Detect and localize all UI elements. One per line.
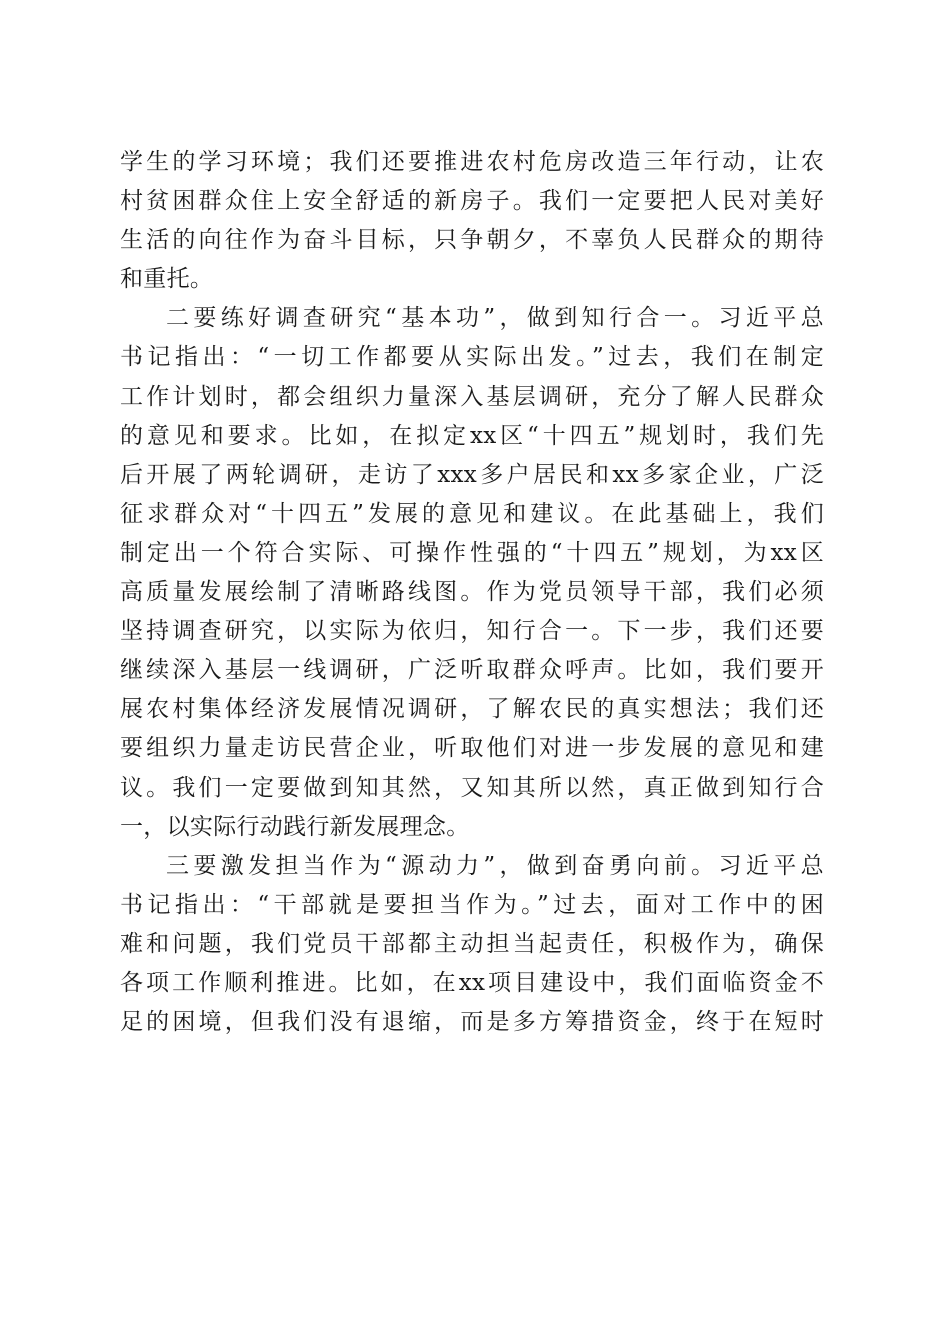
text-line: 三要激发担当作为“源动力”，做到奋勇向前。习近平总 [166,852,824,879]
text-line: 生活的向往作为奋斗目标，只争朝夕，不辜负人民群众的期待 [120,227,824,254]
text-line: 各项工作顺利推进。比如，在xx项目建设中，我们面临资金不 [120,969,824,996]
paragraph [120,143,824,299]
text-line: 学生的学习环境；我们还要推进农村危房改造三年行动，让农 [120,149,824,175]
text-line: 足的困境，但我们没有退缩，而是多方筹措资金，终于在短时 [120,1009,824,1036]
text-line: 一，以实际行动践行新发展理念。 [120,813,470,840]
text-line: 议。我们一定要做到知其然，又知其所以然，真正做到知行合 [120,774,824,801]
text-line: 要组织力量走访民营企业，听取他们对进一步发展的意见和建 [120,735,824,762]
text-line: 坚持调查研究，以实际为依归，知行合一。下一步，我们还要 [120,618,824,645]
text-line: 的意见和要求。比如，在拟定xx区“十四五”规划时，我们先 [120,422,824,449]
text-line: 展农村集体经济发展情况调研，了解农民的真实想法；我们还 [120,696,824,723]
text-line: 继续深入基层一线调研，广泛听取群众呼声。比如，我们要开 [120,657,824,684]
text-line: 书记指出：“干部就是要担当作为。”过去，面对工作中的困 [120,891,824,918]
text-line: 工作计划时，都会组织力量深入基层调研，充分了解人民群众 [120,383,824,410]
text-line: 后开展了两轮调研，走访了xxx多户居民和xx多家企业，广泛 [120,461,824,488]
paragraph [120,847,824,1042]
paragraph [120,299,824,846]
text-line: 二要练好调查研究“基本功”，做到知行合一。习近平总 [166,305,824,332]
text-line: 和重托。 [120,266,214,293]
document-body [120,143,824,1042]
text-line: 征求群众对“十四五”发展的意见和建议。在此基础上，我们 [120,500,824,527]
text-line: 制定出一个符合实际、可操作性强的“十四五”规划，为xx区 [120,539,824,566]
text-line: 书记指出：“一切工作都要从实际出发。”过去，我们在制定 [120,344,824,371]
text-line: 高质量发展绘制了清晰路线图。作为党员领导干部，我们必须 [120,579,824,606]
text-line: 难和问题，我们党员干部都主动担当起责任，积极作为，确保 [120,930,824,957]
text-line: 村贫困群众住上安全舒适的新房子。我们一定要把人民对美好 [120,188,824,215]
